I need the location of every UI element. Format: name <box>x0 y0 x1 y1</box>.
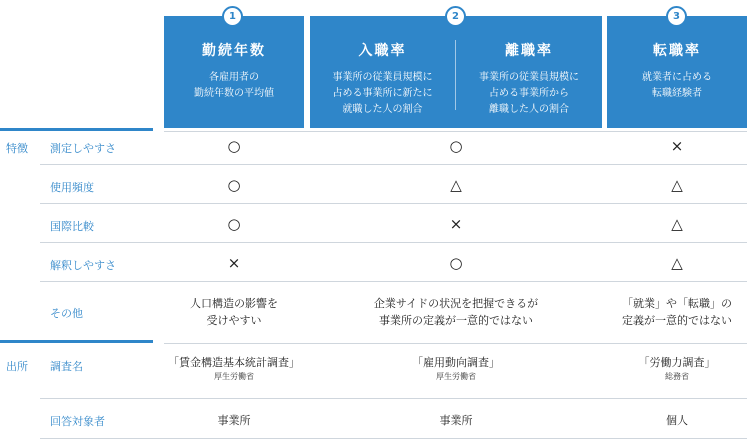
header-col-tenure <box>164 16 304 128</box>
row-label-respondent: 回答対象者 <box>50 415 105 428</box>
survey-entry-exit <box>310 354 602 383</box>
desc-line: 転職経験者 <box>652 88 702 99</box>
header-col-entry <box>310 16 455 128</box>
other-line: 事業所の定義が一意的ではない <box>379 314 533 327</box>
desc-line: 事業所の従業員規模に <box>332 72 433 83</box>
row-label-frequency: 使用頻度 <box>50 181 94 194</box>
other-job-change <box>607 295 747 329</box>
other-line: 「就業」や「転職」の <box>622 297 732 310</box>
survey-org: 厚生労働省 <box>214 372 254 381</box>
rating-job-change-frequency: △ <box>671 176 683 194</box>
desc-line: 勤続年数の平均値 <box>194 88 274 99</box>
badge-3: 3 <box>666 6 687 27</box>
header-col-job-change <box>607 16 747 128</box>
row-divider <box>40 242 747 243</box>
badge-2: 2 <box>445 6 466 27</box>
category-features: 特徴 <box>6 142 28 155</box>
desc-line: 就業者に占める <box>642 72 712 83</box>
respondent-entry-exit: 事業所 <box>439 414 473 427</box>
desc-line: 事業所の従業員規模に <box>479 72 579 83</box>
other-line: 受けやすい <box>206 314 262 327</box>
col-title-entry: 入職率 <box>358 43 407 59</box>
section-line-features <box>0 128 153 131</box>
rating-entry-exit-frequency: △ <box>450 176 462 194</box>
rating-job-change-interpretability: △ <box>671 254 683 272</box>
rating-entry-exit-measurability: ○ <box>449 137 463 155</box>
source-top-line <box>164 343 747 344</box>
col-desc-exit <box>456 70 602 118</box>
survey-job-change <box>607 354 747 383</box>
rating-job-change-measurability: × <box>670 137 684 155</box>
row-label-survey: 調査名 <box>50 360 83 373</box>
survey-name: 「労働力調査」 <box>638 356 716 369</box>
other-line: 人口構造の影響を <box>190 297 278 310</box>
survey-name: 「賃金構造基本統計調査」 <box>168 356 300 369</box>
row-divider <box>40 398 747 399</box>
rating-job-change-international: △ <box>671 215 683 233</box>
other-line: 企業サイドの状況を把握できるが <box>373 297 539 310</box>
rating-entry-exit-interpretability: ○ <box>449 254 463 272</box>
row-divider <box>40 164 747 165</box>
other-line: 定義が一意的ではない <box>622 314 732 327</box>
col-desc-tenure <box>164 70 304 102</box>
badge-1: 1 <box>222 6 243 27</box>
desc-line: 占める事業所に新たに <box>332 88 433 99</box>
survey-name: 「雇用動向調査」 <box>412 356 500 369</box>
rating-tenure-frequency: ○ <box>227 176 241 194</box>
header-col-exit <box>456 16 602 128</box>
desc-line: 離職した人の割合 <box>489 104 569 115</box>
col-title-tenure: 勤続年数 <box>202 43 266 59</box>
col-title-exit: 離職率 <box>505 43 553 59</box>
respondent-tenure: 事業所 <box>217 414 251 427</box>
desc-line: 就職した人の割合 <box>342 104 423 115</box>
other-tenure <box>164 295 304 329</box>
row-divider <box>40 281 747 282</box>
rating-tenure-international: ○ <box>227 215 241 233</box>
row-label-measurability: 測定しやすさ <box>50 142 116 155</box>
col-desc-job-change <box>607 70 747 102</box>
row-label-interpretability: 解釈しやすさ <box>50 259 116 272</box>
other-entry-exit <box>310 295 602 329</box>
row-divider <box>40 203 747 204</box>
col-desc-entry <box>310 70 455 118</box>
desc-line: 占める事業所から <box>489 88 569 99</box>
rating-entry-exit-international: × <box>449 215 463 233</box>
section-line-source <box>0 340 153 343</box>
header-divider <box>455 40 456 110</box>
col-title-job-change: 転職率 <box>653 43 701 59</box>
rating-tenure-measurability: ○ <box>227 137 241 155</box>
row-label-other: その他 <box>50 307 83 320</box>
category-source: 出所 <box>6 360 28 373</box>
rating-tenure-interpretability: × <box>227 254 241 272</box>
desc-line: 各雇用者の <box>209 72 259 83</box>
respondent-job-change: 個人 <box>666 414 688 427</box>
table-bottom-line <box>40 438 747 439</box>
survey-org: 総務省 <box>665 372 689 381</box>
survey-org: 厚生労働省 <box>436 372 476 381</box>
header-bottom-line <box>164 131 747 132</box>
row-label-international: 国際比較 <box>50 220 94 233</box>
survey-tenure <box>164 354 304 383</box>
